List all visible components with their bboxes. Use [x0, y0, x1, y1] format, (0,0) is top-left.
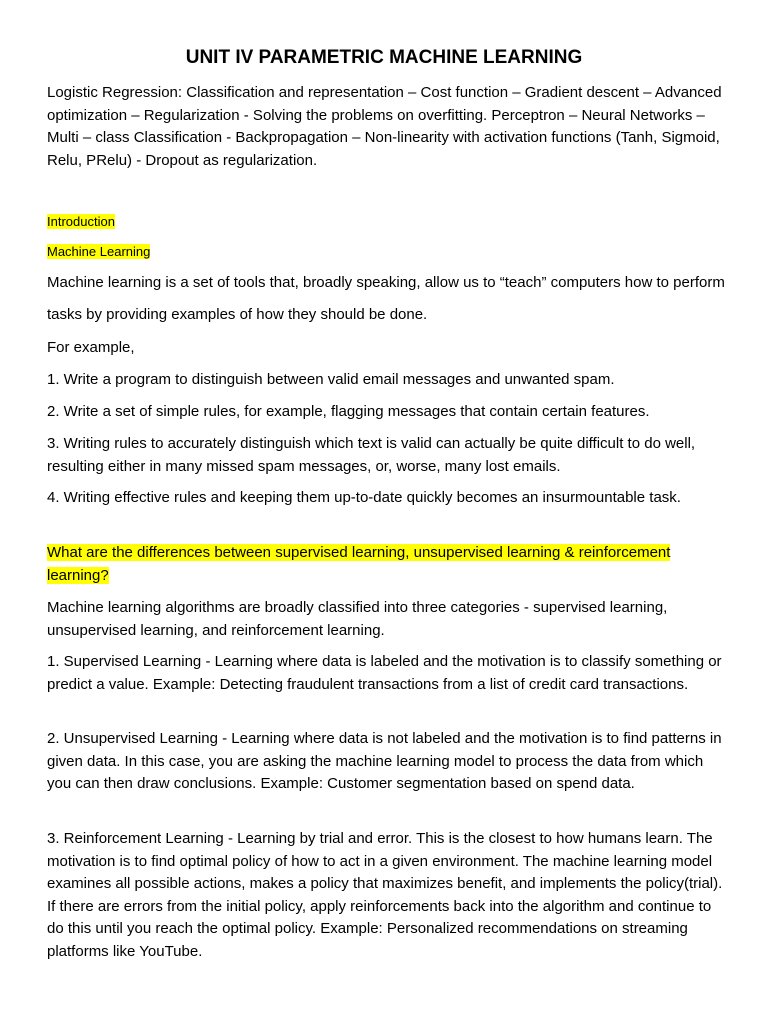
category-item: 1. Supervised Learning - Learning where data is labeled and the motivation is to classify something or predict a value. Example: Detecting fraudulent transactions from a list of credit card transactions. [47, 653, 722, 693]
introduction-heading-text: Introduction [47, 214, 115, 229]
category-item: 3. Reinforcement Learning - Learning by trial and error. This is the closest to how humans learn. The motivation is to find optimal policy of how to act in a given environment. The machine learning model examines all possible actions, makes a policy that maximizes benefit, and implements the policy(trial). If there are errors from the initial policy, apply reinforcements back into the algorithm and continue to do this until you reach the optimal policy. Example: Personalized recommendations on streaming platforms like YouTube. [47, 830, 723, 960]
list-item: 3. Writing rules to accurately distinguish which text is valid can actually be quite difficult to do well, resulting either in many missed spam messages, or, worse, many lost emails. [47, 435, 696, 475]
list-item: 1. Write a program to distinguish between valid email messages and unwanted spam. [47, 371, 615, 388]
machine-learning-heading [47, 243, 727, 261]
introduction-heading [47, 213, 727, 231]
category-item: 2. Unsupervised Learning - Learning where data is not labeled and the motivation is to find patterns in given data. In this case, you are asking the machine learning model to process the data from which you can then draw conclusions. Example: Customer segmentation based on spend data. [47, 730, 722, 792]
page-title: UNIT IV PARAMETRIC MACHINE LEARNING [185, 47, 583, 68]
question-heading-text: What are the differences between supervised learning, unsupervised learning & reinforcement learning? [47, 544, 671, 584]
intro-paragraph: Machine learning is a set of tools that, broadly speaking, allow us to “teach” computers how to perform tasks by providing examples of how they should be done. [47, 274, 725, 323]
answer-intro-paragraph: Machine learning algorithms are broadly classified into three categories - supervised learning, unsupervised learning, and reinforcement learning. [47, 599, 668, 639]
list-item: 4. Writing effective rules and keeping them up-to-date quickly becomes an insurmountable task. [47, 489, 681, 506]
syllabus-paragraph: Logistic Regression: Classification and representation – Cost function – Gradient descent – Advanced optimization – Regularization - Solving the problems on overfitting. Perceptron – Neural Networks – Multi – class Classification - Backpropagation – Non-linearity with activation functions (Tanh, Sigmoid, Relu, PRelu) - Dropout as regularization. [47, 84, 722, 169]
question-heading [47, 542, 727, 587]
machine-learning-heading-text: Machine Learning [47, 244, 151, 259]
for-example-text: For example, [47, 339, 135, 356]
list-item: 2. Write a set of simple rules, for example, flagging messages that contain certain features. [47, 403, 650, 420]
